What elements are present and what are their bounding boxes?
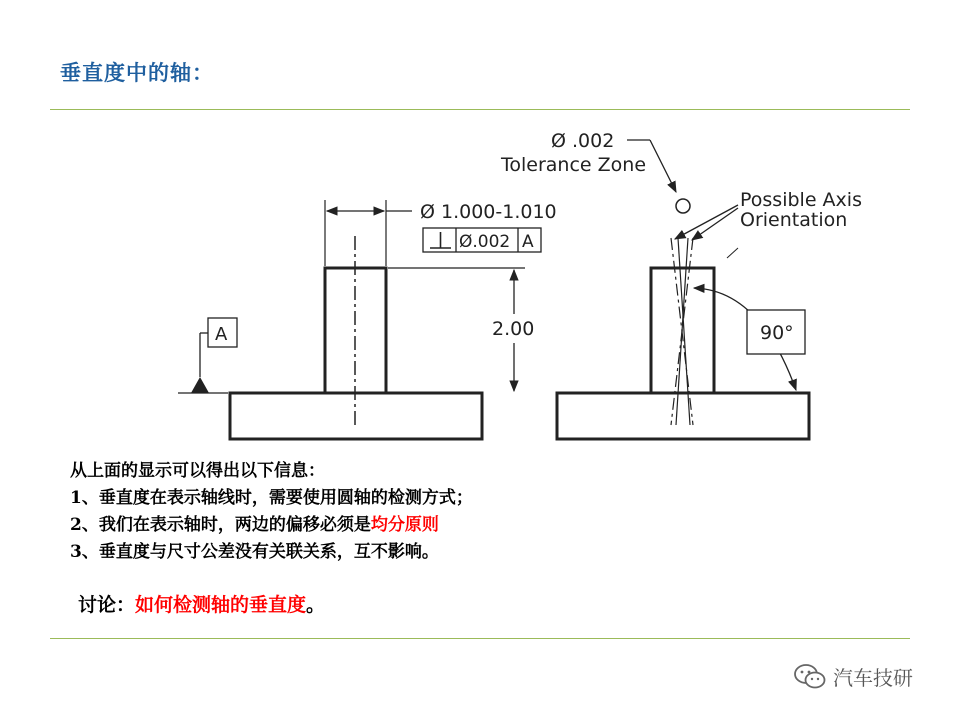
frame-datum: A [522,232,534,252]
height-label: 2.00 [492,318,535,340]
right-base-plate [557,393,809,439]
info-line-3: 3、垂直度与尺寸公差没有关联关系，互不影响。 [70,542,439,562]
axis-leader-2 [692,208,738,240]
possible-axis-line2: Orientation [740,209,848,231]
bottom-divider [50,638,910,639]
info-text [70,458,473,566]
info-line-1: 1、垂直度在表示轴线时，需要使用圆轴的检测方式； [70,488,473,508]
info-line-2 [70,512,473,539]
discussion [78,590,325,617]
feature-control-frame [423,228,541,252]
left-base-plate [230,393,482,439]
info-line-0: 从上面的显示可以得出以下信息： [70,461,325,481]
info-line-2-highlight: 均分原则 [370,515,439,535]
datum-a-label: A [215,324,228,345]
datum-a-symbol [178,318,237,393]
tol-zone-leader-arrow [650,140,676,192]
info-line-2-prefix: 2、我们在表示轴时，两边的偏移必须是 [70,515,371,535]
brand-text: 汽车技研 [833,666,913,690]
left-figure [178,200,557,439]
brand-watermark [793,662,913,691]
tol-zone-circle [676,199,690,213]
diameter-label: Ø 1.000-1.010 [420,201,557,223]
discussion-highlight: 如何检测轴的垂直度 [135,594,307,616]
wechat-icon [793,663,827,691]
slide-title: 垂直度中的轴： [60,60,214,85]
possible-axis-lines [671,238,738,425]
discussion-label: 讨论： [78,594,136,616]
frame-tolerance: Ø.002 [459,232,511,252]
tol-zone-diameter: Ø .002 [551,130,615,152]
right-figure [500,130,862,439]
angle-label: 90° [760,322,794,344]
possible-axis-line1: Possible Axis [740,189,862,211]
discussion-suffix: 。 [306,594,326,616]
tol-zone-text: Tolerance Zone [501,154,647,176]
